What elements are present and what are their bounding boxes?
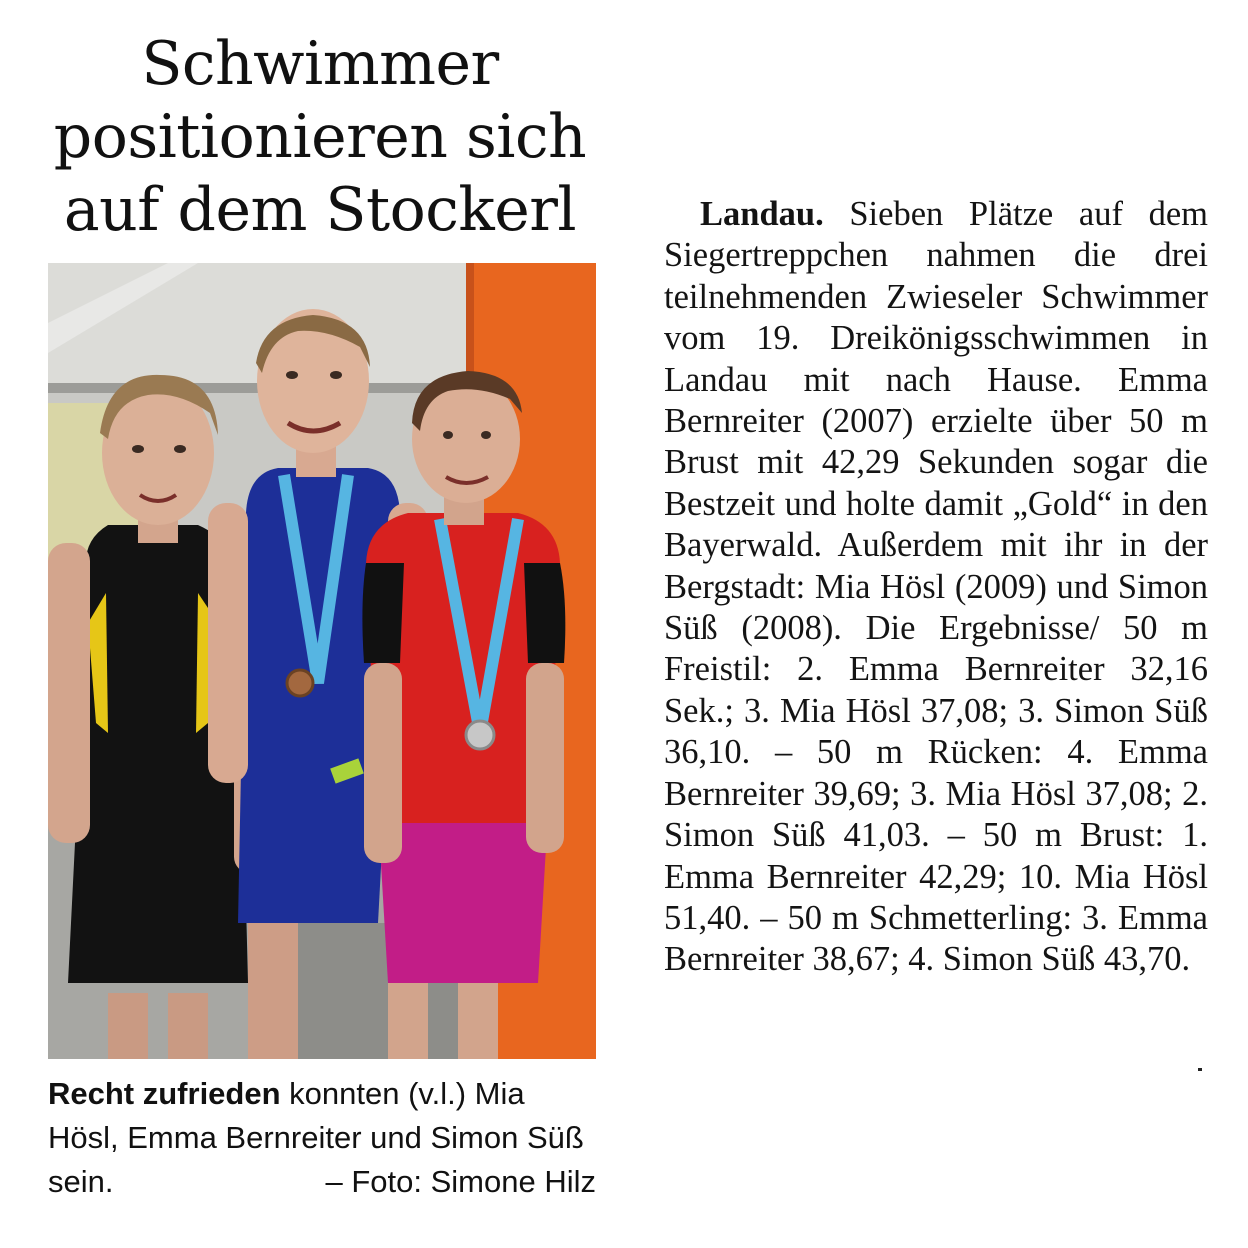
photo-credit: – Foto: Simone Hilz — [325, 1164, 596, 1199]
caption-text: konnten (v.l.) Mia Hösl, Emma Bernreiter und Simon Süß sein. — [48, 1076, 584, 1199]
article-body-text: Sieben Plätze auf dem Siegertreppchen nahmen die drei teilnehmenden Zwieseler Schwimmer vom 19. Dreikönigsschwimmen in Landau mit nach Hause. Emma Bernreiter (2007) erzielte über 50 m Brust mit 42,29 Sekunden sogar die Bestzeit und holte damit „Gold“ in den Bayerwald. Außerdem mit ihr in der Bergstadt: Mia Hösl (2009) und Simon Süß (2008). Die Ergebnisse/ 50 m Freistil: 2. Emma Bernreiter 32,16 Sek.; 3. Mia Hösl 37,08; 3. Simon Süß 36,10. – 50 m Rücken: 4. Emma Bernreiter 39,69; 3. Mia Hösl 37,08; 2. Simon Süß 41,03. – 50 m Brust: 1. Emma Bernreiter 42,29; 10. Mia Hösl 51,40. – 50 m Schmetterling: 3. Emma Bernreiter 38,67; 4. Simon Süß 43,70. — [664, 195, 1208, 979]
article-body — [664, 194, 1208, 981]
article-headline: Schwimmer positionieren sich auf dem Stockerl — [53, 29, 587, 245]
end-mark — [1198, 1068, 1202, 1071]
article-dateline: Landau. — [700, 195, 824, 233]
caption-lead: Recht zufrieden — [48, 1076, 281, 1111]
article-photo — [48, 263, 596, 1059]
photo-caption — [48, 1072, 596, 1204]
